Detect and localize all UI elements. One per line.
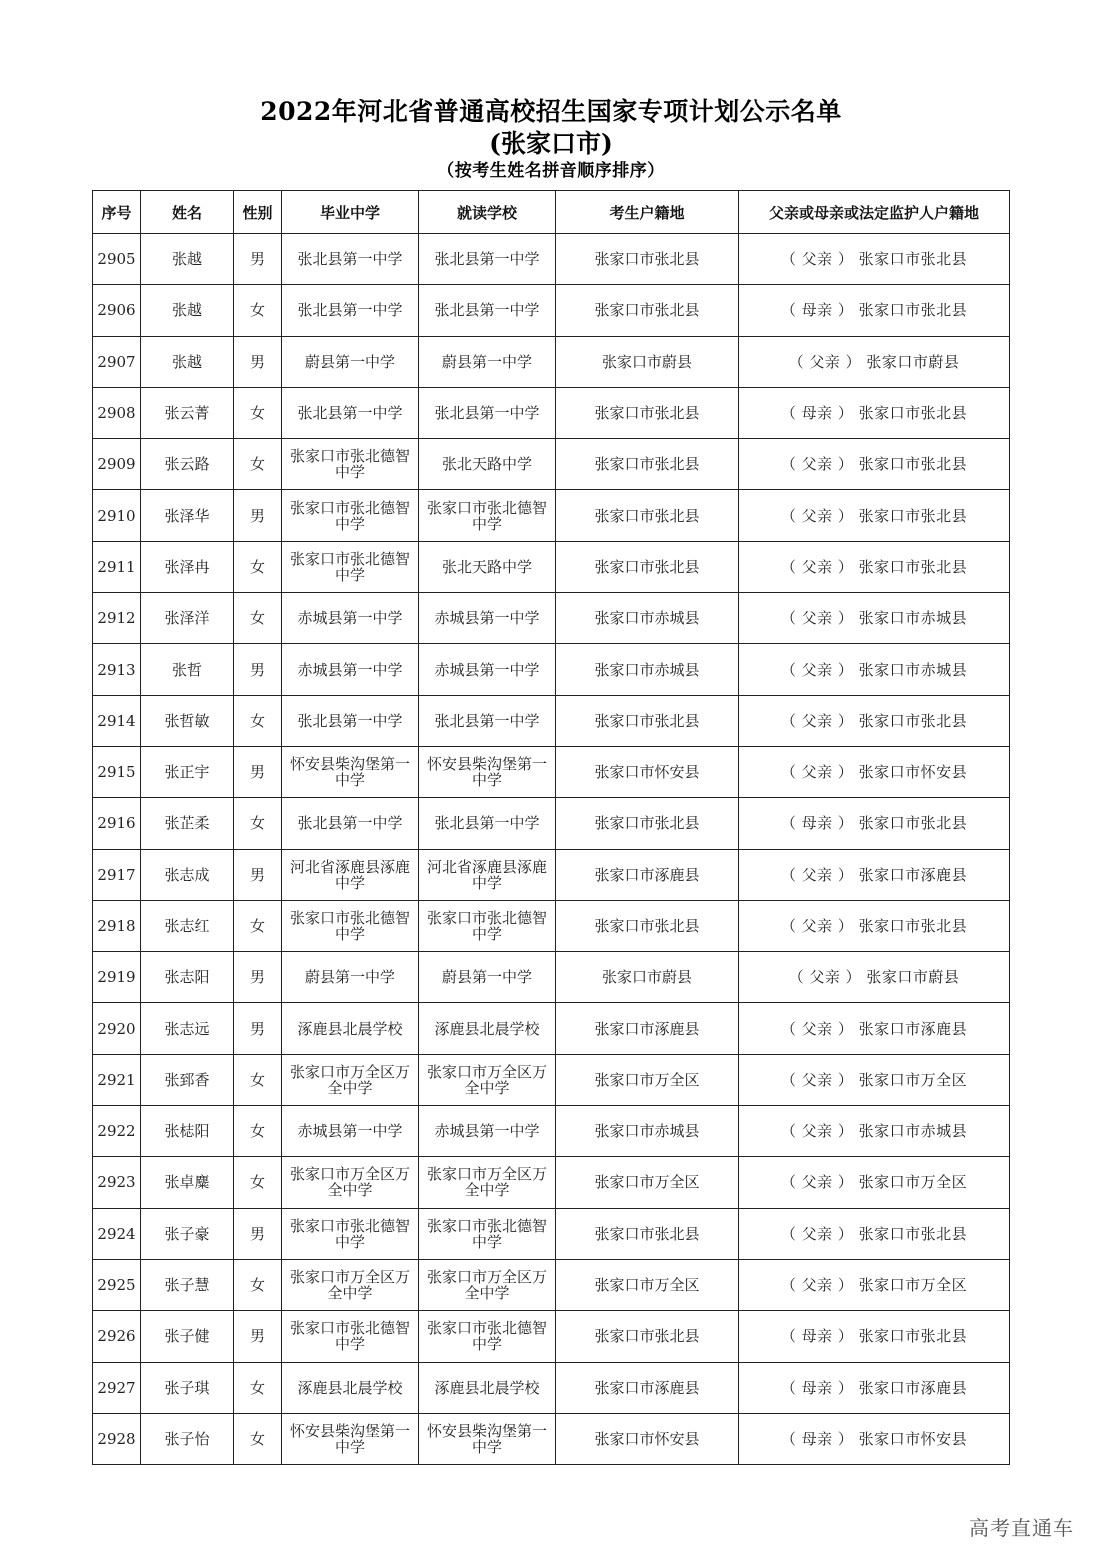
cell-name: 张泽洋 bbox=[141, 593, 234, 644]
table-row bbox=[93, 541, 1010, 592]
cell-seq: 2914 bbox=[93, 695, 141, 746]
cell-graduation-school: 张家口市张北德智中学 bbox=[282, 1208, 419, 1259]
cell-current-school: 张北县第一中学 bbox=[419, 798, 556, 849]
cell-current-school: 蔚县第一中学 bbox=[419, 952, 556, 1003]
cell-seq: 2912 bbox=[93, 593, 141, 644]
table-row bbox=[93, 1003, 1010, 1054]
cell-gender: 女 bbox=[234, 1362, 282, 1413]
cell-candidate-residence: 张家口市张北县 bbox=[556, 387, 739, 438]
cell-current-school: 张家口市万全区万全中学 bbox=[419, 1054, 556, 1105]
table-row bbox=[93, 336, 1010, 387]
cell-candidate-residence: 张家口市张北县 bbox=[556, 900, 739, 951]
table-row bbox=[93, 695, 1010, 746]
cell-gender: 女 bbox=[234, 1054, 282, 1105]
cell-current-school: 张家口市万全区万全中学 bbox=[419, 1157, 556, 1208]
cell-name: 张郅香 bbox=[141, 1054, 234, 1105]
table-row bbox=[93, 1106, 1010, 1157]
cell-current-school: 张北县第一中学 bbox=[419, 234, 556, 285]
table-row bbox=[93, 1413, 1010, 1464]
cell-gender: 女 bbox=[234, 1106, 282, 1157]
cell-candidate-residence: 张家口市万全区 bbox=[556, 1259, 739, 1310]
table-row bbox=[93, 644, 1010, 695]
table-row bbox=[93, 387, 1010, 438]
table-row bbox=[93, 1362, 1010, 1413]
cell-candidate-residence: 张家口市张北县 bbox=[556, 490, 739, 541]
header-guardian-residence: 父亲或母亲或法定监护人户籍地 bbox=[739, 191, 1010, 234]
table-body bbox=[93, 234, 1010, 1465]
cell-guardian-residence: （ 父亲 ） 张家口市怀安县 bbox=[739, 746, 1010, 797]
cell-gender: 男 bbox=[234, 952, 282, 1003]
cell-gender: 女 bbox=[234, 900, 282, 951]
cell-name: 张子琪 bbox=[141, 1362, 234, 1413]
cell-seq: 2921 bbox=[93, 1054, 141, 1105]
cell-gender: 男 bbox=[234, 1208, 282, 1259]
cell-current-school: 赤城县第一中学 bbox=[419, 1106, 556, 1157]
cell-seq: 2911 bbox=[93, 541, 141, 592]
cell-seq: 2926 bbox=[93, 1311, 141, 1362]
cell-graduation-school: 张家口市张北德智中学 bbox=[282, 439, 419, 490]
cell-candidate-residence: 张家口市涿鹿县 bbox=[556, 1003, 739, 1054]
table-row bbox=[93, 1157, 1010, 1208]
table-row bbox=[93, 1259, 1010, 1310]
cell-current-school: 涿鹿县北晨学校 bbox=[419, 1362, 556, 1413]
table-row bbox=[93, 746, 1010, 797]
cell-guardian-residence: （ 父亲 ） 张家口市张北县 bbox=[739, 234, 1010, 285]
cell-guardian-residence: （ 父亲 ） 张家口市张北县 bbox=[739, 900, 1010, 951]
cell-graduation-school: 张北县第一中学 bbox=[282, 285, 419, 336]
cell-candidate-residence: 张家口市涿鹿县 bbox=[556, 1362, 739, 1413]
header-name: 姓名 bbox=[141, 191, 234, 234]
cell-current-school: 怀安县柴沟堡第一中学 bbox=[419, 1413, 556, 1464]
cell-guardian-residence: （ 父亲 ） 张家口市张北县 bbox=[739, 1208, 1010, 1259]
cell-name: 张芷柔 bbox=[141, 798, 234, 849]
cell-seq: 2917 bbox=[93, 849, 141, 900]
cell-gender: 女 bbox=[234, 695, 282, 746]
cell-candidate-residence: 张家口市张北县 bbox=[556, 1311, 739, 1362]
cell-candidate-residence: 张家口市张北县 bbox=[556, 285, 739, 336]
cell-gender: 男 bbox=[234, 849, 282, 900]
cell-graduation-school: 张家口市张北德智中学 bbox=[282, 490, 419, 541]
table-row bbox=[93, 1054, 1010, 1105]
cell-seq: 2919 bbox=[93, 952, 141, 1003]
cell-name: 张子慧 bbox=[141, 1259, 234, 1310]
cell-guardian-residence: （ 父亲 ） 张家口市万全区 bbox=[739, 1054, 1010, 1105]
cell-guardian-residence: （ 父亲 ） 张家口市赤城县 bbox=[739, 1106, 1010, 1157]
cell-graduation-school: 怀安县柴沟堡第一中学 bbox=[282, 1413, 419, 1464]
table-row bbox=[93, 285, 1010, 336]
cell-graduation-school: 怀安县柴沟堡第一中学 bbox=[282, 746, 419, 797]
cell-graduation-school: 张家口市万全区万全中学 bbox=[282, 1157, 419, 1208]
header-graduation-school: 毕业中学 bbox=[282, 191, 419, 234]
header-candidate-residence: 考生户籍地 bbox=[556, 191, 739, 234]
cell-current-school: 河北省涿鹿县涿鹿中学 bbox=[419, 849, 556, 900]
cell-name: 张子怡 bbox=[141, 1413, 234, 1464]
watermark-text: 高考直通车 bbox=[969, 1516, 1074, 1540]
cell-guardian-residence: （ 父亲 ） 张家口市张北县 bbox=[739, 439, 1010, 490]
cell-gender: 女 bbox=[234, 1157, 282, 1208]
cell-seq: 2920 bbox=[93, 1003, 141, 1054]
cell-gender: 男 bbox=[234, 490, 282, 541]
cell-gender: 男 bbox=[234, 336, 282, 387]
cell-gender: 男 bbox=[234, 234, 282, 285]
cell-name: 张云路 bbox=[141, 439, 234, 490]
cell-candidate-residence: 张家口市赤城县 bbox=[556, 1106, 739, 1157]
cell-seq: 2928 bbox=[93, 1413, 141, 1464]
cell-candidate-residence: 张家口市怀安县 bbox=[556, 1413, 739, 1464]
cell-current-school: 张北天路中学 bbox=[419, 439, 556, 490]
cell-gender: 男 bbox=[234, 746, 282, 797]
cell-gender: 男 bbox=[234, 644, 282, 695]
cell-graduation-school: 张家口市万全区万全中学 bbox=[282, 1054, 419, 1105]
table-row bbox=[93, 593, 1010, 644]
candidate-table bbox=[92, 190, 1010, 1465]
cell-current-school: 张家口市张北德智中学 bbox=[419, 1311, 556, 1362]
cell-seq: 2909 bbox=[93, 439, 141, 490]
cell-seq: 2910 bbox=[93, 490, 141, 541]
cell-graduation-school: 张家口市万全区万全中学 bbox=[282, 1259, 419, 1310]
cell-name: 张志阳 bbox=[141, 952, 234, 1003]
cell-candidate-residence: 张家口市赤城县 bbox=[556, 593, 739, 644]
cell-seq: 2907 bbox=[93, 336, 141, 387]
cell-name: 张子健 bbox=[141, 1311, 234, 1362]
cell-candidate-residence: 张家口市涿鹿县 bbox=[556, 849, 739, 900]
cell-name: 张越 bbox=[141, 285, 234, 336]
table-row bbox=[93, 439, 1010, 490]
cell-seq: 2918 bbox=[93, 900, 141, 951]
header-current-school: 就读学校 bbox=[419, 191, 556, 234]
cell-name: 张卓麋 bbox=[141, 1157, 234, 1208]
cell-guardian-residence: （ 母亲 ） 张家口市张北县 bbox=[739, 1311, 1010, 1362]
cell-guardian-residence: （ 父亲 ） 张家口市万全区 bbox=[739, 1259, 1010, 1310]
cell-candidate-residence: 张家口市赤城县 bbox=[556, 644, 739, 695]
cell-name: 张正宇 bbox=[141, 746, 234, 797]
cell-graduation-school: 张北县第一中学 bbox=[282, 695, 419, 746]
table-row bbox=[93, 490, 1010, 541]
cell-name: 张子豪 bbox=[141, 1208, 234, 1259]
cell-candidate-residence: 张家口市怀安县 bbox=[556, 746, 739, 797]
cell-guardian-residence: （ 父亲 ） 张家口市涿鹿县 bbox=[739, 1003, 1010, 1054]
table-row bbox=[93, 952, 1010, 1003]
cell-seq: 2916 bbox=[93, 798, 141, 849]
cell-graduation-school: 涿鹿县北晨学校 bbox=[282, 1362, 419, 1413]
cell-guardian-residence: （ 父亲 ） 张家口市涿鹿县 bbox=[739, 849, 1010, 900]
cell-candidate-residence: 张家口市张北县 bbox=[556, 234, 739, 285]
cell-graduation-school: 张北县第一中学 bbox=[282, 798, 419, 849]
cell-gender: 女 bbox=[234, 1259, 282, 1310]
document-title: 2022年河北省普通高校招生国家专项计划公示名单 bbox=[260, 97, 842, 126]
cell-guardian-residence: （ 母亲 ） 张家口市张北县 bbox=[739, 798, 1010, 849]
cell-name: 张哲 bbox=[141, 644, 234, 695]
cell-seq: 2905 bbox=[93, 234, 141, 285]
cell-gender: 女 bbox=[234, 387, 282, 438]
cell-graduation-school: 涿鹿县北晨学校 bbox=[282, 1003, 419, 1054]
cell-current-school: 张北县第一中学 bbox=[419, 695, 556, 746]
cell-candidate-residence: 张家口市蔚县 bbox=[556, 952, 739, 1003]
cell-current-school: 张家口市张北德智中学 bbox=[419, 490, 556, 541]
cell-seq: 2922 bbox=[93, 1106, 141, 1157]
table-header-row bbox=[93, 191, 1010, 234]
cell-guardian-residence: （ 父亲 ） 张家口市张北县 bbox=[739, 695, 1010, 746]
cell-name: 张志成 bbox=[141, 849, 234, 900]
table-row bbox=[93, 1208, 1010, 1259]
cell-graduation-school: 赤城县第一中学 bbox=[282, 593, 419, 644]
cell-graduation-school: 张北县第一中学 bbox=[282, 387, 419, 438]
cell-candidate-residence: 张家口市万全区 bbox=[556, 1054, 739, 1105]
cell-graduation-school: 张北县第一中学 bbox=[282, 234, 419, 285]
header-gender: 性别 bbox=[234, 191, 282, 234]
cell-gender: 女 bbox=[234, 798, 282, 849]
cell-gender: 女 bbox=[234, 541, 282, 592]
cell-current-school: 蔚县第一中学 bbox=[419, 336, 556, 387]
cell-guardian-residence: （ 父亲 ） 张家口市赤城县 bbox=[739, 644, 1010, 695]
header-seq: 序号 bbox=[93, 191, 141, 234]
cell-name: 张志红 bbox=[141, 900, 234, 951]
cell-seq: 2927 bbox=[93, 1362, 141, 1413]
cell-current-school: 张北县第一中学 bbox=[419, 387, 556, 438]
cell-graduation-school: 蔚县第一中学 bbox=[282, 336, 419, 387]
cell-gender: 男 bbox=[234, 1311, 282, 1362]
cell-current-school: 涿鹿县北晨学校 bbox=[419, 1003, 556, 1054]
cell-name: 张哲敏 bbox=[141, 695, 234, 746]
table-row bbox=[93, 234, 1010, 285]
cell-gender: 女 bbox=[234, 439, 282, 490]
cell-guardian-residence: （ 父亲 ） 张家口市蔚县 bbox=[739, 952, 1010, 1003]
cell-current-school: 张家口市张北德智中学 bbox=[419, 1208, 556, 1259]
cell-guardian-residence: （ 母亲 ） 张家口市怀安县 bbox=[739, 1413, 1010, 1464]
table-row bbox=[93, 1311, 1010, 1362]
table-row bbox=[93, 849, 1010, 900]
cell-current-school: 张北县第一中学 bbox=[419, 285, 556, 336]
table-row bbox=[93, 798, 1010, 849]
cell-seq: 2924 bbox=[93, 1208, 141, 1259]
cell-seq: 2908 bbox=[93, 387, 141, 438]
cell-name: 张志远 bbox=[141, 1003, 234, 1054]
cell-seq: 2915 bbox=[93, 746, 141, 797]
cell-candidate-residence: 张家口市张北县 bbox=[556, 695, 739, 746]
cell-name: 张泽华 bbox=[141, 490, 234, 541]
cell-candidate-residence: 张家口市蔚县 bbox=[556, 336, 739, 387]
document-subtitle-sort-note: （按考生姓名拼音顺序排序） bbox=[437, 161, 665, 181]
cell-seq: 2923 bbox=[93, 1157, 141, 1208]
cell-guardian-residence: （ 父亲 ） 张家口市万全区 bbox=[739, 1157, 1010, 1208]
cell-guardian-residence: （ 父亲 ） 张家口市张北县 bbox=[739, 541, 1010, 592]
cell-current-school: 张北天路中学 bbox=[419, 541, 556, 592]
cell-seq: 2925 bbox=[93, 1259, 141, 1310]
cell-graduation-school: 张家口市张北德智中学 bbox=[282, 1311, 419, 1362]
cell-gender: 女 bbox=[234, 285, 282, 336]
cell-name: 张越 bbox=[141, 234, 234, 285]
cell-graduation-school: 蔚县第一中学 bbox=[282, 952, 419, 1003]
document-subtitle-city: (张家口市) bbox=[489, 129, 613, 158]
cell-graduation-school: 河北省涿鹿县涿鹿中学 bbox=[282, 849, 419, 900]
cell-candidate-residence: 张家口市张北县 bbox=[556, 439, 739, 490]
cell-guardian-residence: （ 母亲 ） 张家口市张北县 bbox=[739, 387, 1010, 438]
cell-candidate-residence: 张家口市张北县 bbox=[556, 798, 739, 849]
cell-name: 张越 bbox=[141, 336, 234, 387]
table-row bbox=[93, 900, 1010, 951]
cell-name: 张泽冉 bbox=[141, 541, 234, 592]
cell-name: 张云菁 bbox=[141, 387, 234, 438]
cell-candidate-residence: 张家口市万全区 bbox=[556, 1157, 739, 1208]
cell-gender: 男 bbox=[234, 1003, 282, 1054]
cell-current-school: 赤城县第一中学 bbox=[419, 644, 556, 695]
cell-current-school: 赤城县第一中学 bbox=[419, 593, 556, 644]
cell-graduation-school: 赤城县第一中学 bbox=[282, 1106, 419, 1157]
cell-guardian-residence: （ 母亲 ） 张家口市涿鹿县 bbox=[739, 1362, 1010, 1413]
cell-current-school: 怀安县柴沟堡第一中学 bbox=[419, 746, 556, 797]
cell-gender: 女 bbox=[234, 593, 282, 644]
cell-candidate-residence: 张家口市张北县 bbox=[556, 541, 739, 592]
cell-current-school: 张家口市张北德智中学 bbox=[419, 900, 556, 951]
cell-guardian-residence: （ 父亲 ） 张家口市赤城县 bbox=[739, 593, 1010, 644]
cell-graduation-school: 张家口市张北德智中学 bbox=[282, 541, 419, 592]
cell-guardian-residence: （ 母亲 ） 张家口市张北县 bbox=[739, 285, 1010, 336]
cell-gender: 女 bbox=[234, 1413, 282, 1464]
cell-graduation-school: 张家口市张北德智中学 bbox=[282, 900, 419, 951]
cell-current-school: 张家口市万全区万全中学 bbox=[419, 1259, 556, 1310]
cell-seq: 2906 bbox=[93, 285, 141, 336]
cell-graduation-school: 赤城县第一中学 bbox=[282, 644, 419, 695]
cell-name: 张梽阳 bbox=[141, 1106, 234, 1157]
cell-guardian-residence: （ 父亲 ） 张家口市张北县 bbox=[739, 490, 1010, 541]
cell-guardian-residence: （ 父亲 ） 张家口市蔚县 bbox=[739, 336, 1010, 387]
cell-candidate-residence: 张家口市张北县 bbox=[556, 1208, 739, 1259]
cell-seq: 2913 bbox=[93, 644, 141, 695]
